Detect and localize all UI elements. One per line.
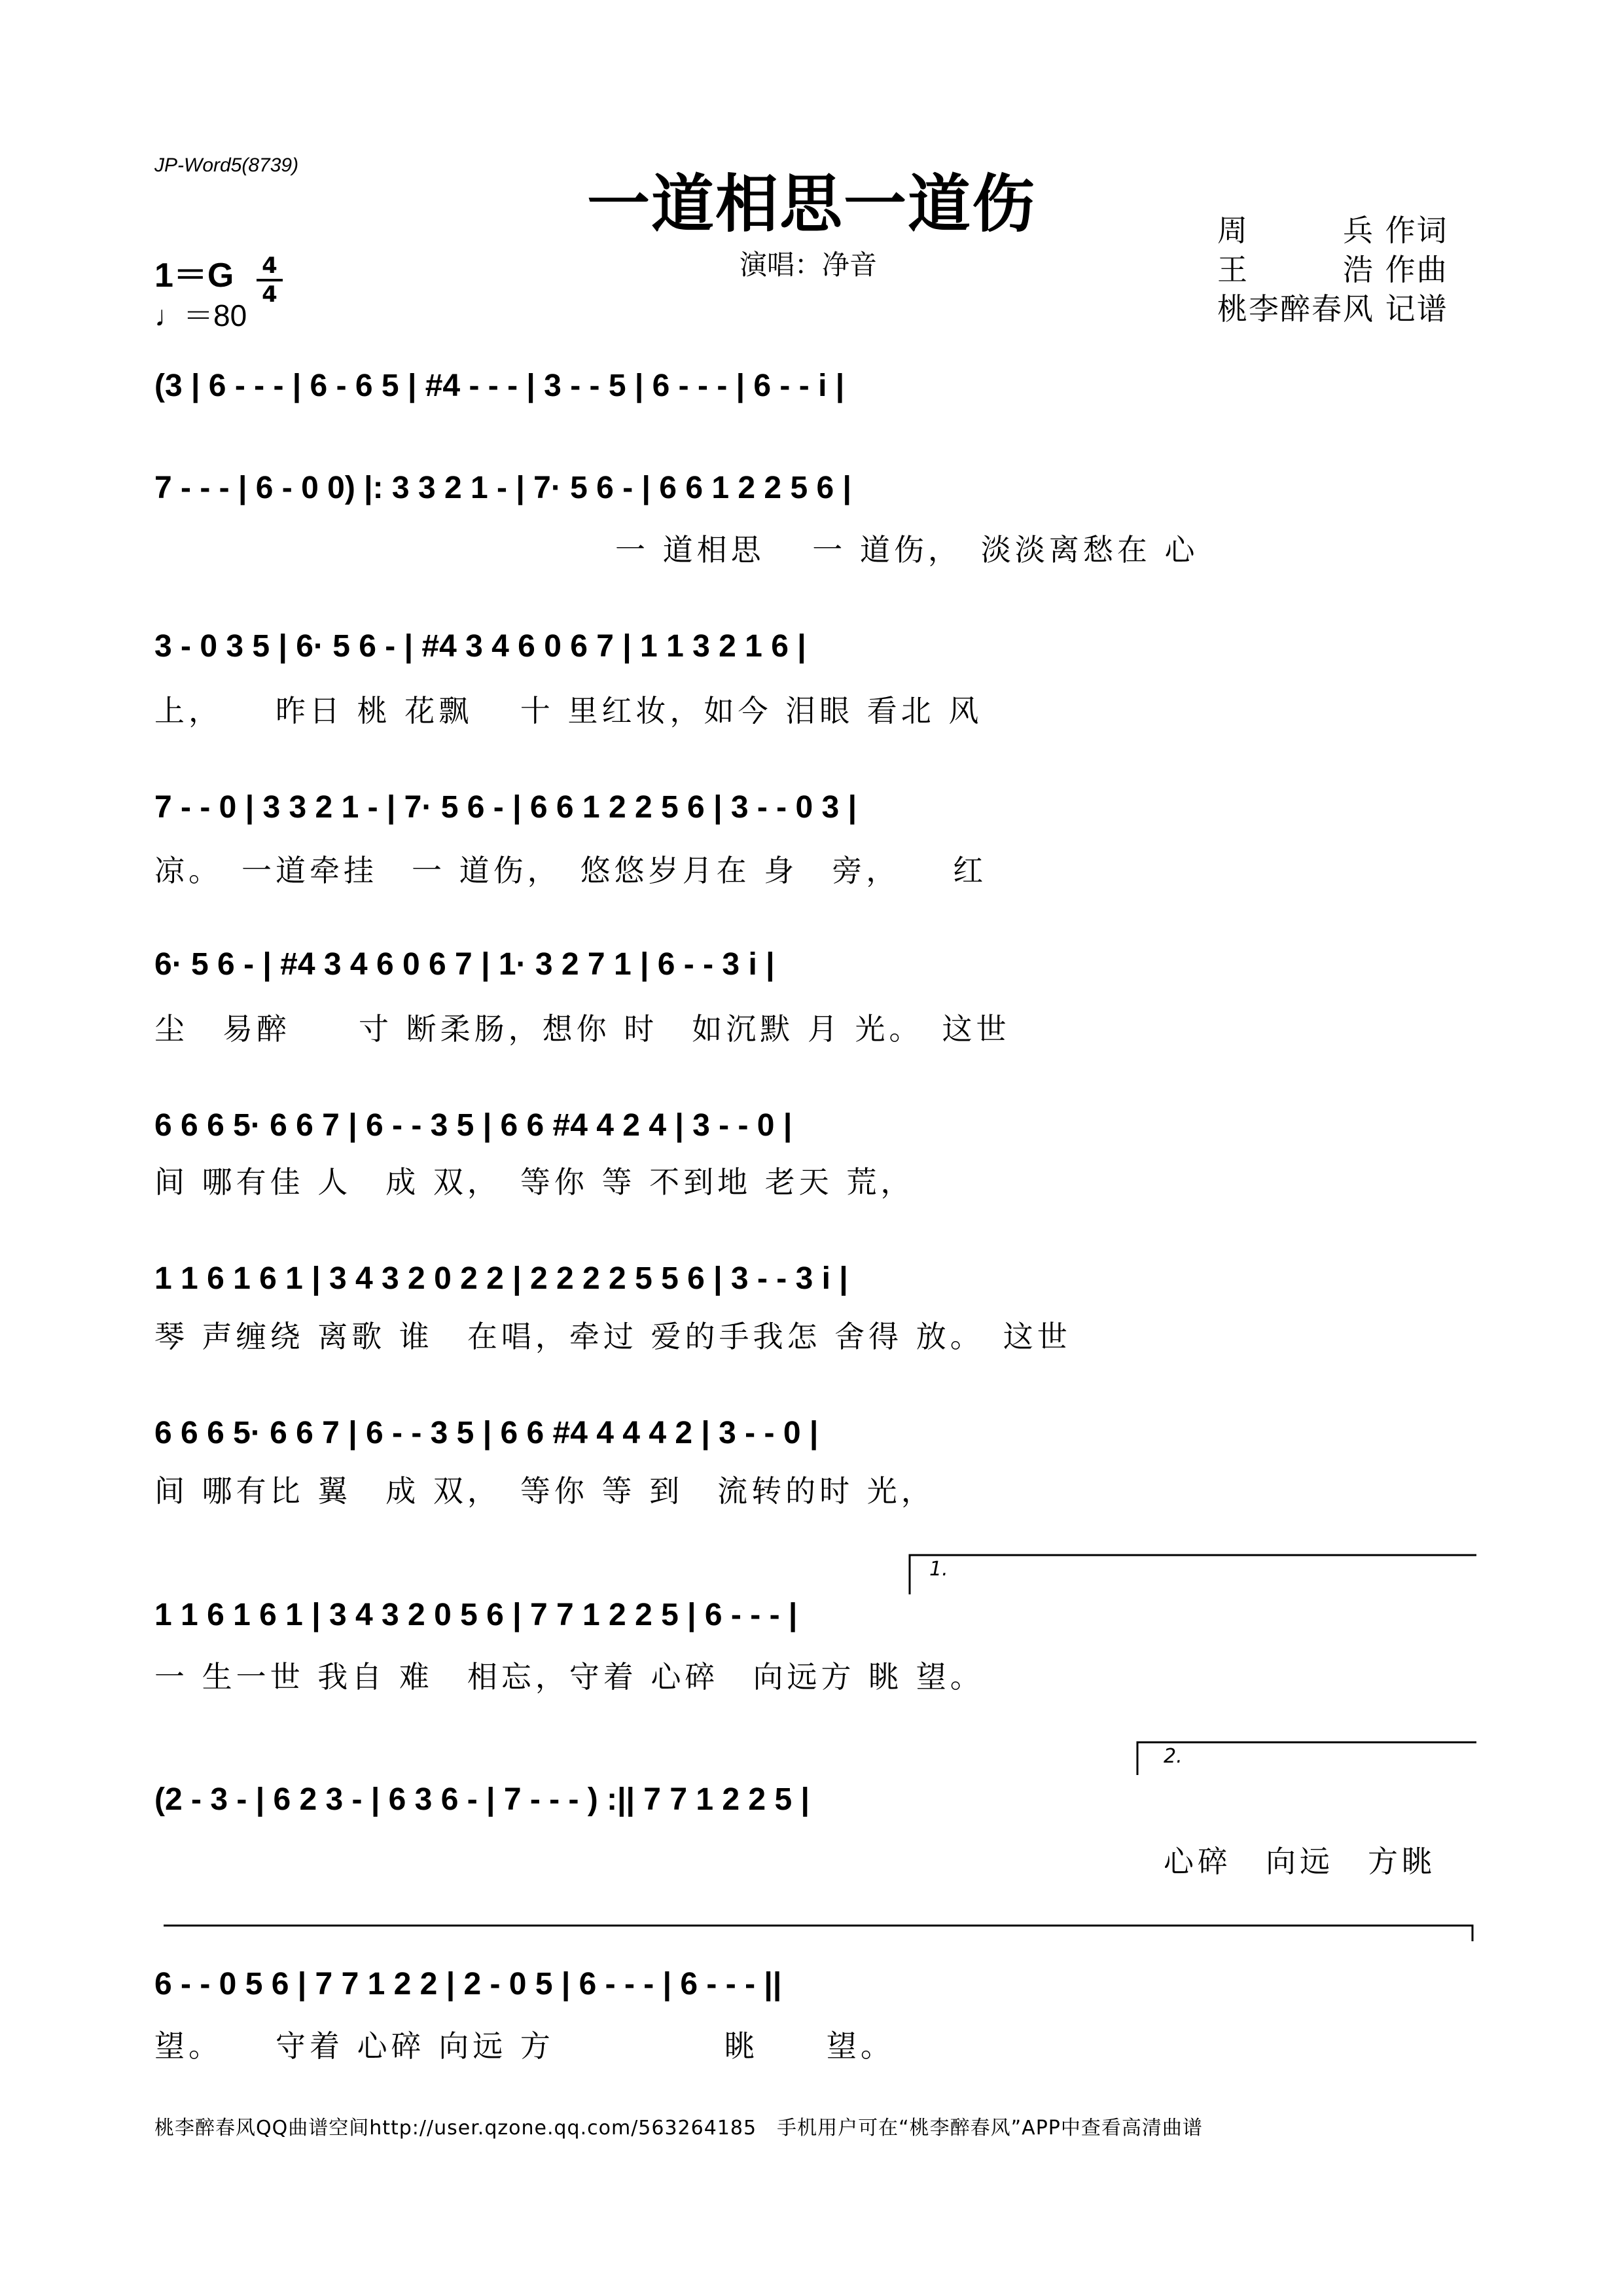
singer-label: 演唱：净音 <box>740 249 878 281</box>
score-row-2-lyrics: 一 道相思 一 道伤， 淡淡离愁在 心 <box>615 532 1199 567</box>
score-row-7-lyrics: 琴 声缠绕 离歌 谁 在唱，牵过 爱的手我怎 舍得 放。 这世 <box>154 1319 1071 1354</box>
score-row-7-notes: 1 1 6 1 6 1 | 3 4 3 2 0 2 2 | 2 2 2 2 5 5 6 | 3 - - 3 i | <box>154 1261 848 1296</box>
score-row-2-notes: 7 - - - | 6 - 0 0) |: 3 3 2 1 - | 7· 5 6 - | 6 6 1 2 2 5 6 | <box>154 471 851 505</box>
score-row-6-notes: 6 6 6 5· 6 6 7 | 6 - - 3 5 | 6 6 #4 4 2 4 | 3 - - 0 | <box>154 1108 793 1143</box>
score-row-10-lyrics: 心碎 向远 方眺 <box>1164 1844 1436 1879</box>
score-row-3-lyrics: 上， 昨日 桃 花飘 十 里红妆，如今 泪眼 看北 风 <box>154 693 983 728</box>
score-row-9-lyrics: 一 生一世 我自 难 相忘，守着 心碎 向远方 眺 望。 <box>154 1659 984 1695</box>
score-row-8-lyrics: 间 哪有比 翼 成 双， 等你 等 到 流转的时 光， <box>154 1473 935 1509</box>
first-ending-label: 1. <box>929 1558 948 1581</box>
score-row-6-lyrics: 间 哪有佳 人 成 双， 等你 等 不到地 老天 荒， <box>154 1164 915 1200</box>
software-label: JP-Word5(8739) <box>154 154 299 176</box>
composer-credit: 王 浩 作曲 <box>1217 252 1448 287</box>
transcriber-credit: 桃李醉春风 记谱 <box>1217 291 1448 327</box>
score-row-3-notes: 3 - 0 3 5 | 6· 5 6 - | #4 3 4 6 0 6 7 | 1 1 3 2 1 6 | <box>154 629 806 664</box>
song-title: 一道相思一道伤 <box>587 168 1036 241</box>
score-row-4-notes: 7 - - 0 | 3 3 2 1 - | 7· 5 6 - | 6 6 1 2 2 5 6 | 3 - - 0 3 | <box>154 790 857 825</box>
score-row-4-lyrics: 凉。 一道牵挂 一 道伤， 悠悠岁月在 身 旁， 红 <box>154 853 988 888</box>
quarter-note-icon: ♩ <box>154 300 183 332</box>
tempo-marking <box>154 292 247 335</box>
score-row-5-notes: 6· 5 6 - | #4 3 4 6 0 6 7 | 1· 3 2 7 1 | 6 - - 3 i | <box>154 947 775 982</box>
footer-note: 桃李醉春风QQ曲谱空间http://user.qzone.qq.com/563264185 手机用户可在“桃李醉春风”APP中查看高清曲谱 <box>154 2117 1203 2140</box>
score-row-11-lyrics: 望。 守着 心碎 向远 方 眺 望。 <box>154 2028 895 2064</box>
score-row-8-notes: 6 6 6 5· 6 6 7 | 6 - - 3 5 | 6 6 #4 4 4 4 2 | 3 - - 0 | <box>154 1416 819 1450</box>
score-row-9-notes: 1 1 6 1 6 1 | 3 4 3 2 0 5 6 | 7 7 1 2 2 5 | 6 - - - | <box>154 1598 798 1632</box>
key-signature: 1＝G <box>154 257 234 295</box>
time-signature-bottom: 4 <box>262 281 277 308</box>
score-row-5-lyrics: 尘 易醉 寸 断柔肠，想你 时 如沉默 月 光。 这世 <box>154 1011 1010 1047</box>
tempo-value: ＝80 <box>183 298 247 332</box>
time-signature-top: 4 <box>262 253 277 279</box>
score-row-11-notes: 6 - - 0 5 6 | 7 7 1 2 2 | 2 - 0 5 | 6 - - - | 6 - - - || <box>154 1967 782 2001</box>
second-ending-label: 2. <box>1164 1745 1183 1768</box>
lyricist-credit: 周 兵 作词 <box>1217 213 1448 248</box>
score-row-1-notes: (3 | 6 - - - | 6 - 6 5 | #4 - - - | 3 - - 5 | 6 - - - | 6 - - i | <box>154 368 845 403</box>
score-row-10-notes: (2 - 3 - | 6 2 3 - | 6 3 6 - | 7 - - - ) :|| 7 7 1 2 2 5 | <box>154 1782 810 1817</box>
time-signature <box>257 254 283 306</box>
